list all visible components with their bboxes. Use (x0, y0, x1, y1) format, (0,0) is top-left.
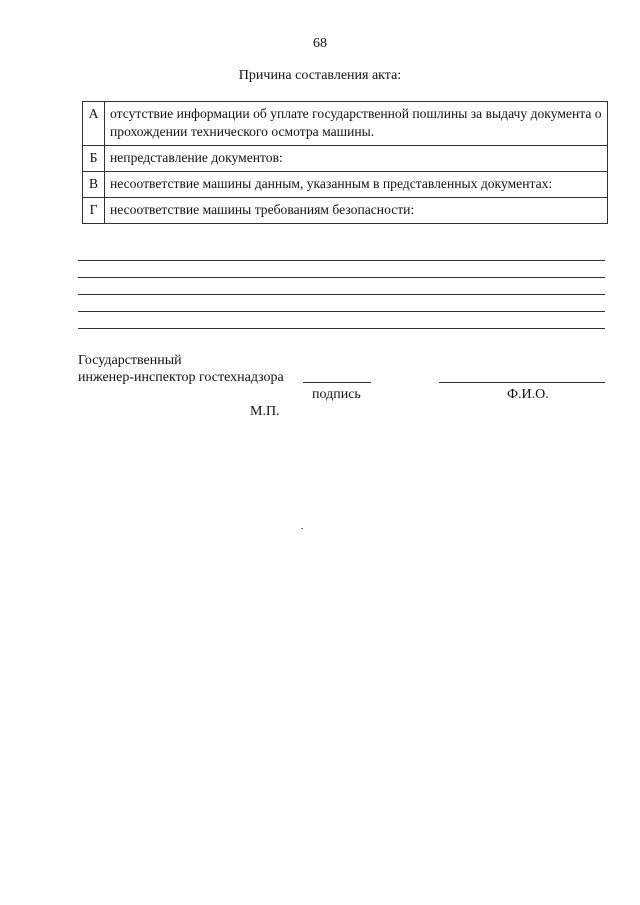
reason-text: несоответствие машины данным, указанным в представленных документах: (105, 172, 608, 198)
reasons-table (82, 101, 608, 224)
scan-speck (301, 528, 303, 529)
blank-fill-line[interactable] (78, 328, 605, 329)
table-row (83, 198, 608, 224)
blank-fill-line[interactable] (78, 294, 605, 295)
signature-caption: подпись (312, 387, 361, 402)
name-line[interactable] (439, 382, 605, 383)
reason-text: непредставление документов: (105, 146, 608, 172)
reason-letter: А (83, 102, 105, 146)
blank-fill-line[interactable] (78, 277, 605, 278)
name-caption: Ф.И.О. (507, 387, 549, 402)
signature-line[interactable] (303, 382, 371, 383)
reason-letter: В (83, 172, 105, 198)
inspector-title-line1: Государственный (78, 353, 182, 368)
reason-letter: Б (83, 146, 105, 172)
table-row (83, 146, 608, 172)
reason-letter: Г (83, 198, 105, 224)
section-heading: Причина составления акта: (238, 68, 402, 83)
stamp-label: М.П. (250, 404, 280, 419)
inspector-title-line2: инженер-инспектор гостехнадзора (78, 370, 284, 385)
page-number: 68 (313, 36, 327, 51)
table-row (83, 102, 608, 146)
reason-text: несоответствие машины требованиям безопасности: (105, 198, 608, 224)
table-row (83, 172, 608, 198)
blank-fill-line[interactable] (78, 260, 605, 261)
reason-text: отсутствие информации об уплате государственной пошлины за выдачу документа о прохождении технического осмотра машины. (105, 102, 608, 146)
blank-fill-line[interactable] (78, 311, 605, 312)
